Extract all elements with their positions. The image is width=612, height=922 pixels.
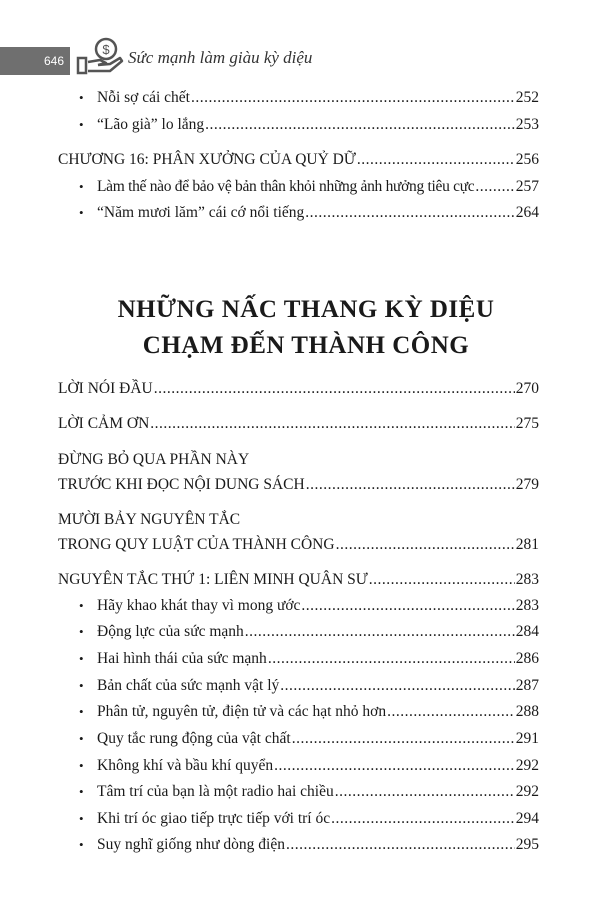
bullet: • [79,678,84,693]
bullet: • [79,598,84,613]
toc-chapter[interactable] [58,150,539,170]
bullet: • [79,704,84,719]
entry-title: “Năm mươi lăm” cái cớ nổi tiếng [97,204,305,221]
bullet: • [79,784,84,799]
entry-title: Hai hình thái của sức mạnh [97,650,267,667]
entry-page: 292 [515,783,539,800]
entry-page: 292 [515,757,539,774]
toc-chapter[interactable] [58,414,539,434]
entry-page: 291 [515,730,539,747]
page-number: 646 [0,47,70,75]
toc-entry[interactable] [79,835,539,855]
entry-page: 270 [515,380,539,397]
toc-entry[interactable] [79,702,539,722]
toc-chapter[interactable] [58,475,539,495]
entry-title-line1: ĐỪNG BỎ QUA PHẦN NÀY [58,451,250,468]
bullet: • [79,837,84,852]
entry-title: Tâm trí của bạn là một radio hai chiều [97,783,334,800]
entry-title: TRONG QUY LUẬT CỦA THÀNH CÔNG [58,536,335,553]
bullet: • [79,624,84,639]
entry-title: LỜI NÓI ĐẦU [58,380,153,397]
svg-text:$: $ [102,42,110,57]
entry-page: 279 [515,476,539,493]
entry-page: 283 [515,597,539,614]
toc-chapter[interactable] [58,379,539,399]
toc-entry[interactable] [79,115,539,135]
entry-title-line1: MƯỜI BẢY NGUYÊN TẮC [58,511,241,528]
toc-entry[interactable] [79,809,539,829]
money-hand-icon [76,36,124,76]
entry-title: Hãy khao khát thay vì mong ước [97,597,301,614]
entry-page: 294 [515,810,539,827]
entry-title: Nỗi sợ cái chết [97,89,190,106]
toc-entry[interactable] [79,622,539,642]
entry-title: Quy tắc rung động của vật chất [97,730,291,747]
entry-page: 281 [515,536,539,553]
entry-page: 253 [515,116,539,133]
entry-page: 284 [515,623,539,640]
entry-page: 256 [515,151,539,168]
toc-entry[interactable] [79,676,539,696]
entry-title: Không khí và bầu khí quyển [97,757,274,774]
entry-title: Phân tử, nguyên tử, điện tử và các hạt nhỏ hơn [97,703,387,720]
bullet: • [79,90,84,105]
bullet: • [79,117,84,132]
entry-page: 252 [515,89,539,106]
entry-title: “Lão già” lo lắng [97,116,205,133]
toc-entry[interactable] [79,203,539,223]
toc-chapter[interactable] [58,570,539,590]
book-title: Sức mạnh làm giàu kỳ diệu [128,48,313,67]
entry-page: 275 [515,415,539,432]
entry-title: LỜI CẢM ƠN [58,415,150,432]
entry-title: TRƯỚC KHI ĐỌC NỘI DUNG SÁCH [58,476,305,493]
entry-page: 288 [515,703,539,720]
entry-title: Động lực của sức mạnh [97,623,244,640]
entry-page: 295 [515,836,539,853]
entry-page: 287 [515,677,539,694]
entry-page: 264 [515,204,539,221]
entry-title: CHƯƠNG 16: PHÂN XƯỞNG CỦA QUỶ DỮ [58,151,356,168]
entry-title: Suy nghĩ giống như dòng điện [97,836,285,853]
bullet: • [79,731,84,746]
entry-page: 283 [515,571,539,588]
toc-entry[interactable] [79,596,539,616]
toc-entry[interactable] [79,649,539,669]
bullet: • [79,811,84,826]
toc-entry[interactable] [79,782,539,802]
entry-title: Khi trí óc giao tiếp trực tiếp với trí óc [97,810,331,827]
bullet: • [79,651,84,666]
entry-title: Làm thế nào để bảo vệ bản thân khỏi những ảnh hưởng tiêu cực [97,178,475,195]
bullet: • [79,758,84,773]
entry-page: 257 [515,178,539,195]
toc-entry[interactable] [79,88,539,108]
toc-entry[interactable] [79,756,539,776]
bullet: • [79,179,84,194]
bullet: • [79,205,84,220]
entry-page: 286 [515,650,539,667]
toc-entry[interactable] [79,729,539,749]
toc-entry[interactable] [79,177,539,197]
entry-title: NGUYÊN TẮC THỨ 1: LIÊN MINH QUÂN SƯ [58,571,368,588]
section-title-line2: CHẠM ĐẾN THÀNH CÔNG [142,332,470,359]
entry-title: Bản chất của sức mạnh vật lý [97,677,280,694]
section-title-line1: NHỮNG NẤC THANG KỲ DIỆU [117,296,495,323]
toc-chapter[interactable] [58,535,539,555]
